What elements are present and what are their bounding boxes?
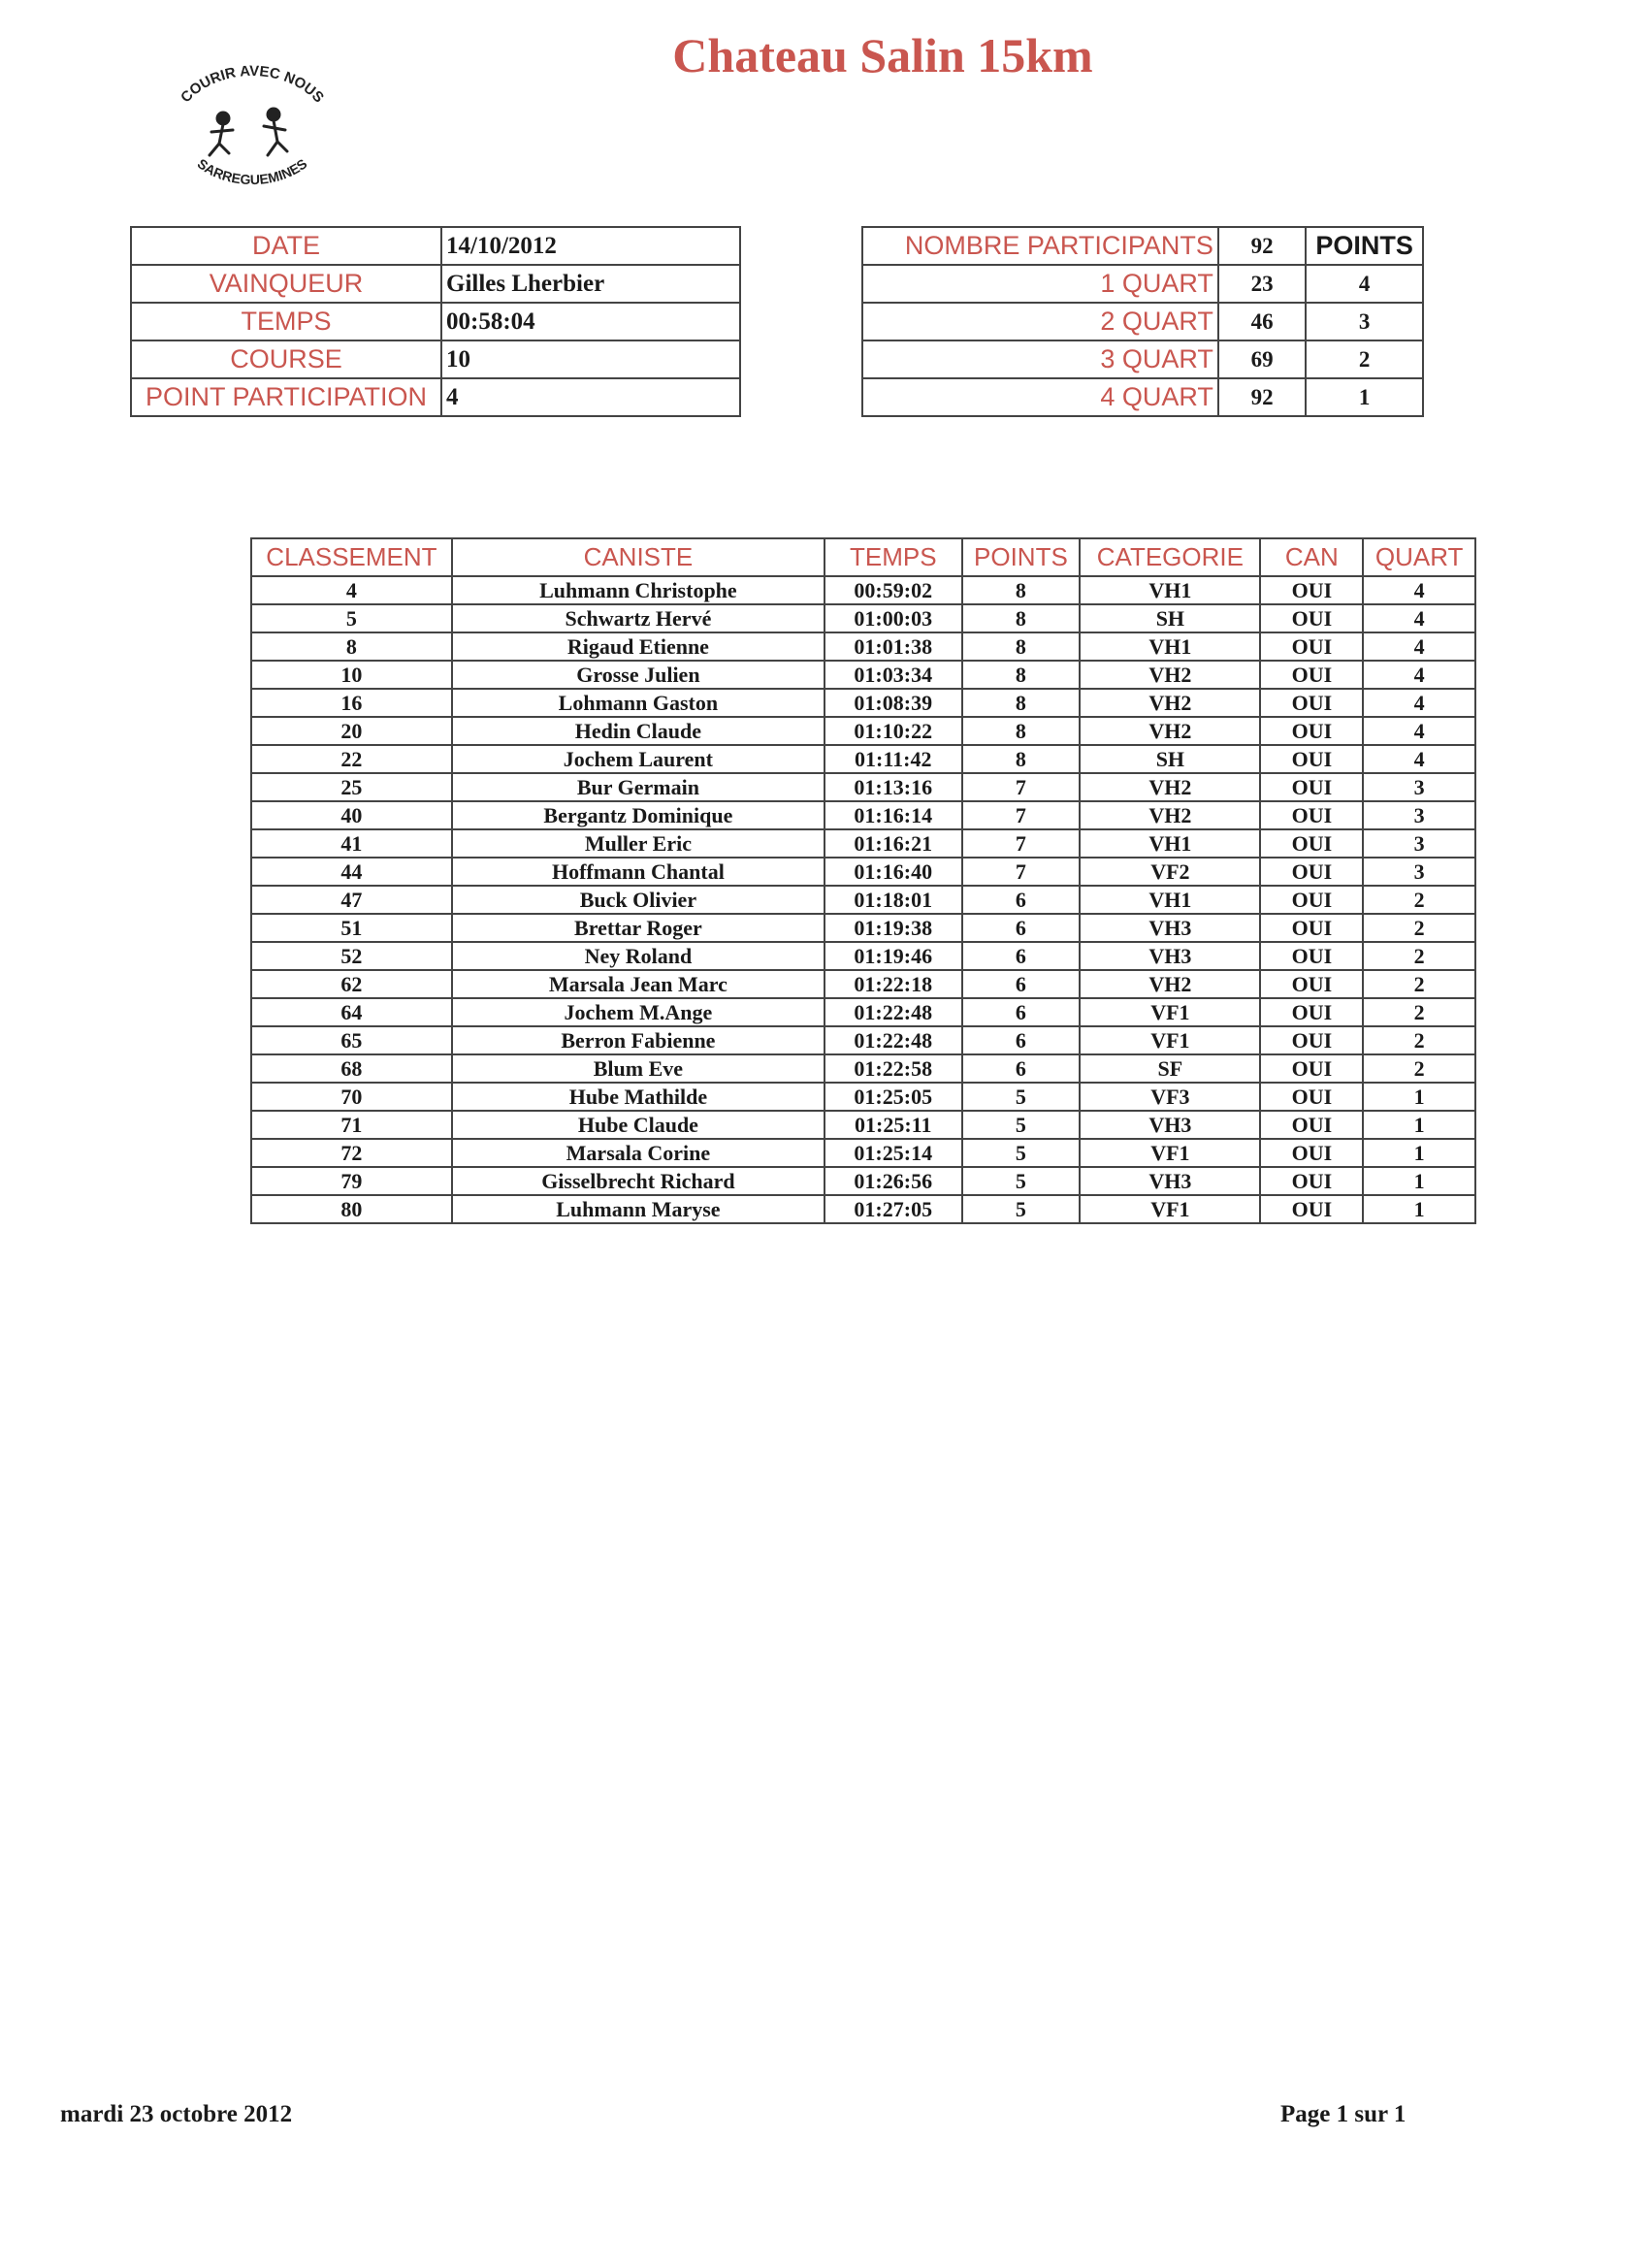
table-row	[251, 773, 1475, 801]
time-cell: 01:19:38	[824, 914, 962, 942]
category-cell: VH3	[1080, 1167, 1260, 1195]
quarter-row	[862, 340, 1423, 378]
participants-count: 92	[1218, 227, 1306, 265]
points-cell: 7	[962, 858, 1081, 886]
rank-cell: 62	[251, 970, 452, 998]
time-cell: 01:25:05	[824, 1083, 962, 1111]
runner-name-cell: Hube Mathilde	[452, 1083, 824, 1111]
runner-name-cell: Jochem M.Ange	[452, 998, 824, 1026]
points-cell: 6	[962, 998, 1081, 1026]
runner-name-cell: Gisselbrecht Richard	[452, 1167, 824, 1195]
points-cell: 5	[962, 1139, 1081, 1167]
rank-cell: 65	[251, 1026, 452, 1054]
quart-cell: 2	[1363, 886, 1475, 914]
can-cell: OUI	[1260, 829, 1363, 858]
runner-name-cell: Muller Eric	[452, 829, 824, 858]
table-row	[251, 942, 1475, 970]
quart-cell: 4	[1363, 604, 1475, 632]
quarter-count: 92	[1218, 378, 1306, 416]
category-cell: VF1	[1080, 1195, 1260, 1223]
column-header-category: CATEGORIE	[1080, 538, 1260, 576]
runner-name-cell: Berron Fabienne	[452, 1026, 824, 1054]
runner-name-cell: Hedin Claude	[452, 717, 824, 745]
table-row	[251, 689, 1475, 717]
runner-name-cell: Jochem Laurent	[452, 745, 824, 773]
can-cell: OUI	[1260, 1026, 1363, 1054]
points-header: POINTS	[1306, 227, 1423, 265]
participants-label: NOMBRE PARTICIPANTS	[862, 227, 1218, 265]
column-header-points: POINTS	[962, 538, 1081, 576]
quart-cell: 1	[1363, 1139, 1475, 1167]
can-cell: OUI	[1260, 942, 1363, 970]
points-cell: 8	[962, 632, 1081, 661]
info-row	[131, 303, 740, 340]
category-cell: VF1	[1080, 1139, 1260, 1167]
table-row	[251, 1083, 1475, 1111]
rank-cell: 40	[251, 801, 452, 829]
info-value: 00:58:04	[441, 303, 740, 340]
category-cell: VH1	[1080, 632, 1260, 661]
column-header-time: TEMPS	[824, 538, 962, 576]
info-label: POINT PARTICIPATION	[131, 378, 441, 416]
rank-cell: 68	[251, 1054, 452, 1083]
rank-cell: 4	[251, 576, 452, 604]
points-cell: 8	[962, 576, 1081, 604]
time-cell: 01:22:48	[824, 998, 962, 1026]
column-header-can: CAN	[1260, 538, 1363, 576]
table-row	[251, 801, 1475, 829]
page-number: Page 1 sur 1	[1280, 2101, 1406, 2127]
quarter-label: 3 QUART	[862, 340, 1218, 378]
rank-cell: 20	[251, 717, 452, 745]
table-row	[251, 914, 1475, 942]
results-header-row	[251, 538, 1475, 576]
time-cell: 01:16:14	[824, 801, 962, 829]
table-row	[251, 970, 1475, 998]
info-label: TEMPS	[131, 303, 441, 340]
table-row	[251, 886, 1475, 914]
info-row	[131, 265, 740, 303]
points-cell: 8	[962, 689, 1081, 717]
can-cell: OUI	[1260, 632, 1363, 661]
table-row	[251, 829, 1475, 858]
runner-name-cell: Schwartz Hervé	[452, 604, 824, 632]
runner-name-cell: Buck Olivier	[452, 886, 824, 914]
rank-cell: 44	[251, 858, 452, 886]
can-cell: OUI	[1260, 604, 1363, 632]
time-cell: 01:08:39	[824, 689, 962, 717]
quarter-row	[862, 303, 1423, 340]
points-cell: 6	[962, 942, 1081, 970]
runner-name-cell: Hoffmann Chantal	[452, 858, 824, 886]
quart-cell: 3	[1363, 773, 1475, 801]
quarter-points: 2	[1306, 340, 1423, 378]
quart-cell: 2	[1363, 998, 1475, 1026]
column-header-quart: QUART	[1363, 538, 1475, 576]
points-cell: 7	[962, 829, 1081, 858]
time-cell: 01:25:11	[824, 1111, 962, 1139]
category-cell: VH2	[1080, 717, 1260, 745]
quart-cell: 4	[1363, 689, 1475, 717]
table-row	[251, 1054, 1475, 1083]
column-header-runner-name: CANISTE	[452, 538, 824, 576]
runner-name-cell: Grosse Julien	[452, 661, 824, 689]
points-cell: 8	[962, 661, 1081, 689]
table-row	[251, 1111, 1475, 1139]
logo-text-bottom: SARREGUEMINES	[194, 155, 310, 188]
time-cell: 01:16:40	[824, 858, 962, 886]
quart-cell: 2	[1363, 942, 1475, 970]
info-value: Gilles Lherbier	[441, 265, 740, 303]
quarter-row	[862, 265, 1423, 303]
quart-cell: 4	[1363, 576, 1475, 604]
rank-cell: 64	[251, 998, 452, 1026]
quarter-points: 3	[1306, 303, 1423, 340]
runner-name-cell: Luhmann Maryse	[452, 1195, 824, 1223]
time-cell: 01:16:21	[824, 829, 962, 858]
points-cell: 6	[962, 914, 1081, 942]
quart-cell: 3	[1363, 829, 1475, 858]
table-row	[251, 1026, 1475, 1054]
can-cell: OUI	[1260, 858, 1363, 886]
points-cell: 6	[962, 1054, 1081, 1083]
category-cell: VH2	[1080, 801, 1260, 829]
can-cell: OUI	[1260, 576, 1363, 604]
quart-cell: 2	[1363, 1026, 1475, 1054]
time-cell: 01:10:22	[824, 717, 962, 745]
time-cell: 01:19:46	[824, 942, 962, 970]
table-row	[251, 858, 1475, 886]
info-row	[131, 227, 740, 265]
table-row	[251, 1139, 1475, 1167]
rank-cell: 80	[251, 1195, 452, 1223]
category-cell: VH1	[1080, 576, 1260, 604]
rank-cell: 41	[251, 829, 452, 858]
points-cell: 8	[962, 604, 1081, 632]
page-title: Chateau Salin 15km	[672, 28, 1093, 82]
can-cell: OUI	[1260, 998, 1363, 1026]
points-cell: 8	[962, 745, 1081, 773]
quart-cell: 2	[1363, 1054, 1475, 1083]
table-row	[251, 717, 1475, 745]
club-logo	[155, 58, 349, 204]
table-row	[251, 745, 1475, 773]
rank-cell: 70	[251, 1083, 452, 1111]
points-cell: 8	[962, 717, 1081, 745]
time-cell: 01:22:18	[824, 970, 962, 998]
category-cell: VF1	[1080, 1026, 1260, 1054]
race-info-table	[130, 226, 741, 417]
category-cell: VF1	[1080, 998, 1260, 1026]
points-cell: 5	[962, 1083, 1081, 1111]
info-row	[131, 340, 740, 378]
quart-cell: 1	[1363, 1195, 1475, 1223]
info-value: 10	[441, 340, 740, 378]
quart-cell: 2	[1363, 914, 1475, 942]
points-cell: 7	[962, 773, 1081, 801]
quart-cell: 4	[1363, 745, 1475, 773]
can-cell: OUI	[1260, 801, 1363, 829]
quarter-points-table	[861, 226, 1424, 417]
info-label: DATE	[131, 227, 441, 265]
category-cell: VH1	[1080, 829, 1260, 858]
points-cell: 6	[962, 970, 1081, 998]
runner-name-cell: Ney Roland	[452, 942, 824, 970]
quart-cell: 3	[1363, 801, 1475, 829]
quarter-label: 4 QUART	[862, 378, 1218, 416]
can-cell: OUI	[1260, 1167, 1363, 1195]
quart-cell: 1	[1363, 1083, 1475, 1111]
runner-name-cell: Luhmann Christophe	[452, 576, 824, 604]
svg-text:COURIR AVEC NOUS	[178, 63, 327, 106]
category-cell: SF	[1080, 1054, 1260, 1083]
quarter-points: 4	[1306, 265, 1423, 303]
can-cell: OUI	[1260, 886, 1363, 914]
points-cell: 5	[962, 1195, 1081, 1223]
category-cell: VH3	[1080, 942, 1260, 970]
svg-text:SARREGUEMINES	[195, 155, 310, 187]
rank-cell: 22	[251, 745, 452, 773]
category-cell: VF3	[1080, 1083, 1260, 1111]
category-cell: VH3	[1080, 1111, 1260, 1139]
rank-cell: 79	[251, 1167, 452, 1195]
info-row	[131, 378, 740, 416]
runner-name-cell: Blum Eve	[452, 1054, 824, 1083]
points-cell: 5	[962, 1167, 1081, 1195]
can-cell: OUI	[1260, 1195, 1363, 1223]
category-cell: VH3	[1080, 914, 1260, 942]
table-row	[251, 604, 1475, 632]
time-cell: 01:18:01	[824, 886, 962, 914]
category-cell: SH	[1080, 745, 1260, 773]
runner-name-cell: Bergantz Dominique	[452, 801, 824, 829]
rank-cell: 51	[251, 914, 452, 942]
can-cell: OUI	[1260, 661, 1363, 689]
can-cell: OUI	[1260, 717, 1363, 745]
rank-cell: 10	[251, 661, 452, 689]
table-row	[251, 1195, 1475, 1223]
info-value: 14/10/2012	[441, 227, 740, 265]
can-cell: OUI	[1260, 773, 1363, 801]
can-cell: OUI	[1260, 1111, 1363, 1139]
rank-cell: 52	[251, 942, 452, 970]
time-cell: 01:13:16	[824, 773, 962, 801]
category-cell: VH2	[1080, 661, 1260, 689]
rank-cell: 5	[251, 604, 452, 632]
info-value: 4	[441, 378, 740, 416]
can-cell: OUI	[1260, 914, 1363, 942]
info-label: VAINQUEUR	[131, 265, 441, 303]
time-cell: 01:00:03	[824, 604, 962, 632]
points-cell: 6	[962, 886, 1081, 914]
runner-name-cell: Hube Claude	[452, 1111, 824, 1139]
rank-cell: 25	[251, 773, 452, 801]
time-cell: 01:03:34	[824, 661, 962, 689]
quarter-label: 2 QUART	[862, 303, 1218, 340]
runner-name-cell: Marsala Jean Marc	[452, 970, 824, 998]
rank-cell: 72	[251, 1139, 452, 1167]
time-cell: 00:59:02	[824, 576, 962, 604]
quarter-label: 1 QUART	[862, 265, 1218, 303]
points-cell: 5	[962, 1111, 1081, 1139]
runner-name-cell: Marsala Corine	[452, 1139, 824, 1167]
column-header-rank: CLASSEMENT	[251, 538, 452, 576]
quart-cell: 3	[1363, 858, 1475, 886]
results-table	[250, 537, 1476, 1224]
runner-name-cell: Rigaud Etienne	[452, 632, 824, 661]
category-cell: VH2	[1080, 689, 1260, 717]
quarter-row	[862, 378, 1423, 416]
runner-name-cell: Brettar Roger	[452, 914, 824, 942]
quarter-header-row	[862, 227, 1423, 265]
quart-cell: 4	[1363, 661, 1475, 689]
print-date: mardi 23 octobre 2012	[60, 2101, 293, 2127]
quarter-count: 23	[1218, 265, 1306, 303]
category-cell: VH1	[1080, 886, 1260, 914]
table-row	[251, 632, 1475, 661]
points-cell: 6	[962, 1026, 1081, 1054]
rank-cell: 47	[251, 886, 452, 914]
time-cell: 01:22:48	[824, 1026, 962, 1054]
time-cell: 01:11:42	[824, 745, 962, 773]
quart-cell: 2	[1363, 970, 1475, 998]
time-cell: 01:01:38	[824, 632, 962, 661]
rank-cell: 71	[251, 1111, 452, 1139]
can-cell: OUI	[1260, 1083, 1363, 1111]
time-cell: 01:26:56	[824, 1167, 962, 1195]
can-cell: OUI	[1260, 1054, 1363, 1083]
quarter-points: 1	[1306, 378, 1423, 416]
table-row	[251, 661, 1475, 689]
can-cell: OUI	[1260, 970, 1363, 998]
time-cell: 01:25:14	[824, 1139, 962, 1167]
quarter-count: 46	[1218, 303, 1306, 340]
can-cell: OUI	[1260, 745, 1363, 773]
table-row	[251, 1167, 1475, 1195]
quart-cell: 1	[1363, 1111, 1475, 1139]
can-cell: OUI	[1260, 1139, 1363, 1167]
can-cell: OUI	[1260, 689, 1363, 717]
quart-cell: 4	[1363, 717, 1475, 745]
rank-cell: 16	[251, 689, 452, 717]
points-cell: 7	[962, 801, 1081, 829]
rank-cell: 8	[251, 632, 452, 661]
category-cell: VF2	[1080, 858, 1260, 886]
category-cell: SH	[1080, 604, 1260, 632]
table-row	[251, 576, 1475, 604]
runner-name-cell: Bur Germain	[452, 773, 824, 801]
quarter-count: 69	[1218, 340, 1306, 378]
info-label: COURSE	[131, 340, 441, 378]
quart-cell: 4	[1363, 632, 1475, 661]
category-cell: VH2	[1080, 773, 1260, 801]
time-cell: 01:27:05	[824, 1195, 962, 1223]
table-row	[251, 998, 1475, 1026]
category-cell: VH2	[1080, 970, 1260, 998]
logo-text-top: COURIR AVEC NOUS	[178, 62, 328, 107]
time-cell: 01:22:58	[824, 1054, 962, 1083]
quart-cell: 1	[1363, 1167, 1475, 1195]
runner-figures	[210, 109, 287, 155]
runner-name-cell: Lohmann Gaston	[452, 689, 824, 717]
